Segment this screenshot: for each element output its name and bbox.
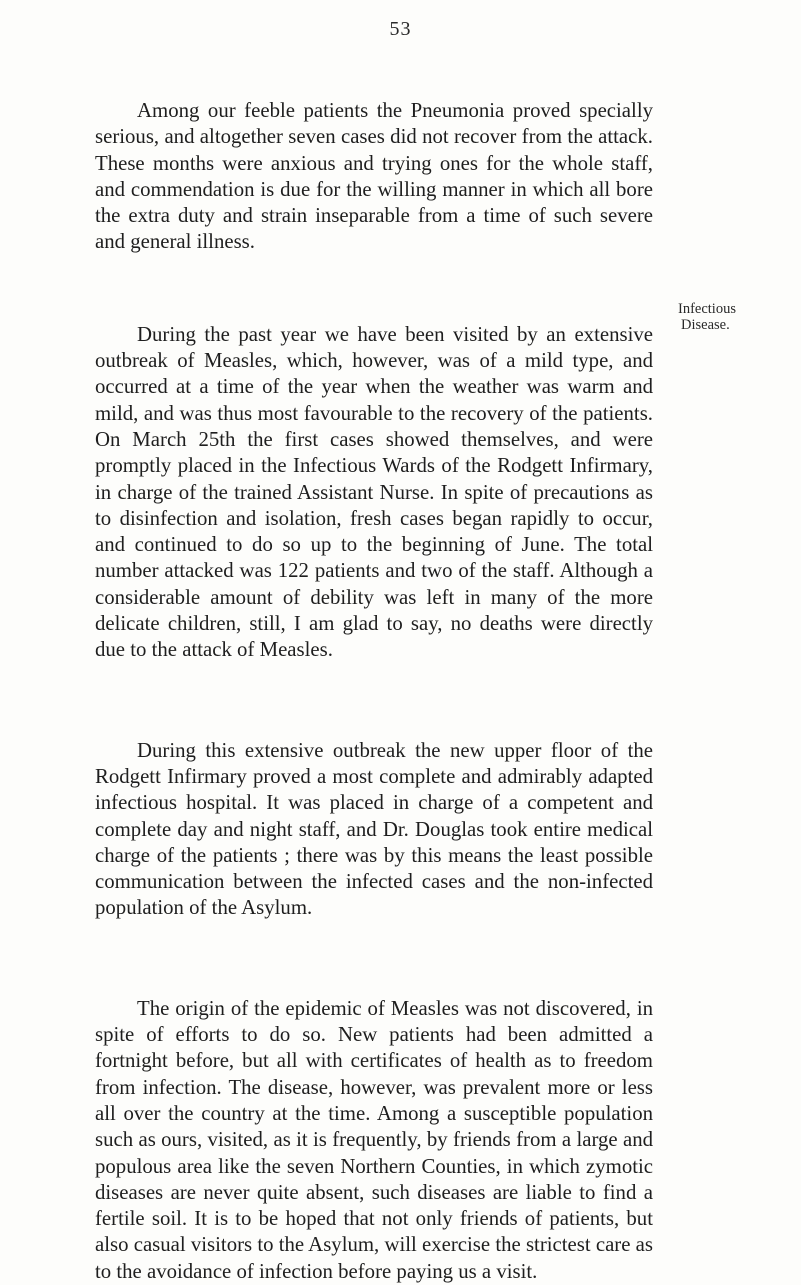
paragraph-epidemic-origin: The origin of the epidemic of Measles was not discovered, in spite of efforts to do so. New patients had been admitted a fortnight before, but all with certificates of health as to freedom from infection. The disease, however, was prevalent more or less all over the country at the time. Among a susceptible population such as ours, visited, as it is frequently, by friends from a large and populous area like the seven Northern Counties, in which zymotic diseases are never quite absent, such diseases are liable to find a fertile soil. It is to be hoped that not only friends of patients, but also casual visitors to the Asylum, will exercise the strictest care as to the avoidance of infection before paying us a visit. [95,996,653,1283]
paragraph-measles-outbreak: During the past year we have been visited by an extensive outbreak of Measles, which, however, was of a mild type, and occurred at a time of the year when the weather was warm and mild, and was thus most favourable to the recovery of the patients. On March 25th the first cases showed themselves, and were promptly placed in the Infectious Wards of the Rodgett Infirmary, in charge of the trained Assistant Nurse. In spite of precautions as to disinfection and isolation, fresh cases began rapidly to occur, and continued to do so up to the beginning of June. The total number attacked was 122 patients and two of the staff. Although a considerable amount of debility was left in many of the more delicate children, still, I am glad to say, no deaths were directly due to the attack of Measles. [95,322,653,662]
paragraph-rodgett-infirmary: During this extensive outbreak the new upper floor of the Rodgett Infirmary proved a most complete and admirably adapted infectious hospital. It was placed in charge of a competent and complete day and night staff, and Dr. Douglas took entire medical charge of the patients ; there was by this means the least possible communication between the infected cases and the non-infected population of the Asylum. [95,738,653,920]
body-text [95,98,653,1285]
page-number: 53 [389,18,412,40]
margin-note-infectious-disease [678,301,798,333]
paragraph-pneumonia: Among our feeble patients the Pneumonia proved specially serious, and altogether seven cases did not recover from the attack. These months were anxious and trying ones for the whole staff, and commendation is due for the willing manner in which all bore the extra duty and strain inseparable from a time of such severe and general illness. [95,99,653,254]
margin-note-line-2: Disease. [681,317,730,333]
margin-note-line-1: Infectious [678,301,736,317]
